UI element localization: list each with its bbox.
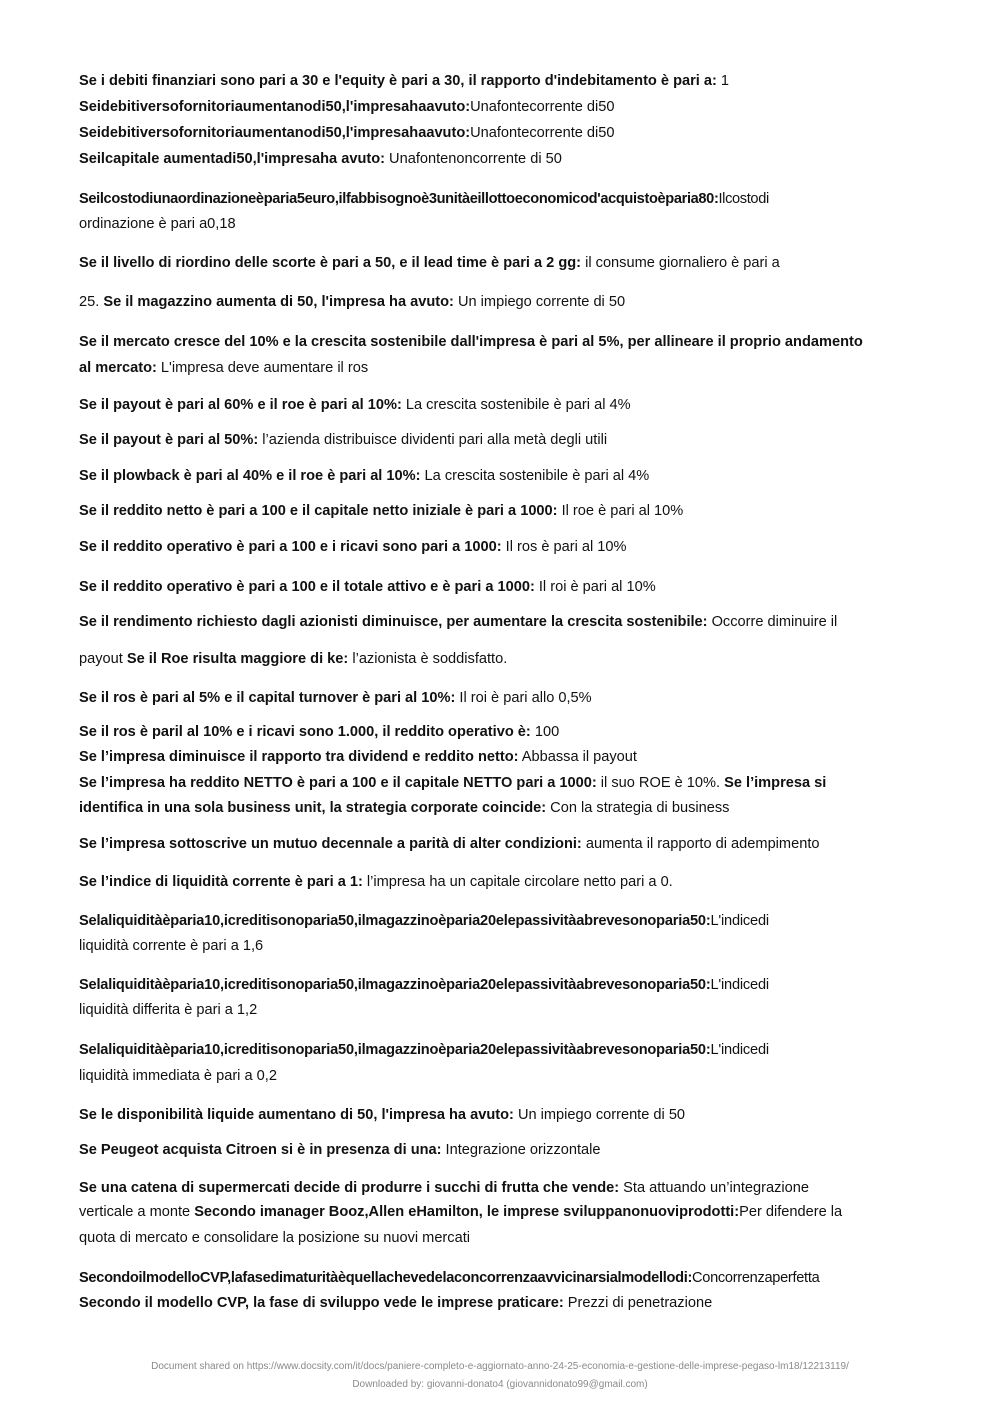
question-text: Se il ros è paril al 10% e i ricavi sono 1.000, il reddito operativo è: (79, 724, 531, 740)
question-text: Se il reddito operativo è pari a 100 e il totale attivo e è pari a 1000: (79, 579, 535, 595)
question-text: Se l’impresa sottoscrive un mutuo decennale a parità di alter condizioni: (79, 836, 582, 852)
question-text: SecondoilmodelloCVP,lafasedimaturitàèquellachevedelaconcorrenzaavvicinarsialmodellodi: (79, 1270, 693, 1286)
question-text: Secondo imanager Booz,Allen eHamilton, le imprese sviluppanonuoviprodotti: (194, 1204, 740, 1220)
question-text: Se il reddito operativo è pari a 100 e i ricavi sono pari a 1000: (79, 539, 502, 555)
answer-text: Concorrenzaperfetta (692, 1270, 820, 1286)
question-text: Seilcapitale aumentadi50,l'impresaha avuto: (79, 151, 385, 167)
answer-text: Occorre diminuire il (707, 614, 838, 630)
qa-line (79, 98, 924, 116)
qa-line (79, 689, 924, 707)
qa-line (79, 774, 924, 792)
question-text: Se il plowback è pari al 40% e il roe è pari al 10%: (79, 468, 421, 484)
qa-line (79, 72, 924, 90)
answer-text: 1 (716, 73, 730, 89)
answer-text: Sta attuando un’integrazione (619, 1180, 809, 1196)
question-text: al mercato: (79, 360, 157, 376)
question-text: Seidebitiversofornitoriaumentanodi50,l'impresahaavuto: (79, 125, 471, 141)
qa-line (79, 835, 924, 853)
answer-text: ordinazione è pari a0,18 (79, 216, 236, 232)
answer-text: 100 (530, 724, 560, 740)
answer-text: Per difendere la (739, 1204, 843, 1220)
qa-line (79, 538, 924, 556)
qa-line (79, 333, 924, 351)
answer-text: Il roi è pari allo 0,5% (455, 690, 592, 706)
qa-line (79, 124, 924, 142)
qa-line (79, 1041, 924, 1059)
question-text: Se il magazzino aumenta di 50, l'impresa ha avuto: (103, 294, 454, 310)
question-text: Seilcostodiunaordinazioneèparia5euro,ilfabbisognoè3unitàeillottoeconomicod'acquistoèparia80: (79, 191, 719, 207)
answer-text: quota di mercato e consolidare la posizione su nuovi mercati (79, 1230, 471, 1246)
line-prefix: 25. (79, 294, 104, 310)
footer-shared-notice: Document shared on https://www.docsity.com/it/docs/paniere-completo-e-aggiornato-anno-24-25-economia-e-gestione-delle-imprese-pegaso-lm18/12213119/ (151, 1361, 849, 1372)
question-text: Selaliquiditàèparia10,icreditisonoparia50,ilmagazzinoèparia20elepassivitàabrevesonoparia50: (79, 913, 711, 929)
question-text: Se il reddito netto è pari a 100 e il capitale netto iniziale è pari a 1000: (79, 503, 558, 519)
qa-line (79, 359, 924, 377)
qa-line (79, 912, 924, 930)
question-text: Se l’impresa ha reddito NETTO è pari a 100 e il capitale NETTO pari a 1000: (79, 775, 597, 791)
question-text: Se l’impresa diminuisce il rapporto tra dividend e reddito netto: (79, 749, 519, 765)
line-prefix: verticale a monte (79, 1204, 195, 1220)
qa-line (79, 1001, 924, 1019)
qa-line (79, 1203, 924, 1221)
question-text: Se l’impresa si (724, 775, 827, 791)
answer-text: Il ros è pari al 10% (501, 539, 627, 555)
qa-line (79, 190, 924, 208)
qa-line (79, 431, 924, 449)
answer-text: La crescita sostenibile è pari al 4% (401, 397, 631, 413)
line-prefix: payout (79, 651, 127, 667)
answer-text: L'impresa deve aumentare il ros (156, 360, 369, 376)
answer-text: Prezzi di penetrazione (563, 1295, 713, 1311)
question-text: Secondo il modello CVP, la fase di sviluppo vede le imprese praticare: (79, 1295, 564, 1311)
qa-line (79, 937, 924, 955)
question-text: Se il payout è pari al 50%: (79, 432, 259, 448)
answer-text: liquidità corrente è pari a 1,6 (79, 938, 264, 954)
answer-text: l’azionista è soddisfatto. (348, 651, 508, 667)
answer-text: Unafontenoncorrente di 50 (385, 151, 562, 167)
question-text: Se una catena di supermercati decide di produrre i succhi di frutta che vende: (79, 1180, 620, 1196)
answer-text: l’azienda distribuisce dividenti pari alla metà degli utili (258, 432, 608, 448)
qa-line (79, 1269, 924, 1287)
qa-line (79, 748, 924, 766)
answer-text: liquidità differita è pari a 1,2 (79, 1002, 258, 1018)
qa-line (79, 254, 924, 272)
qa-line (79, 1141, 924, 1159)
question-text: Selaliquiditàèparia10,icreditisonoparia50,ilmagazzinoèparia20elepassivitàabrevesonoparia50: (79, 1042, 711, 1058)
qa-line (79, 150, 924, 168)
question-text: Se il livello di riordino delle scorte è pari a 50, e il lead time è pari a 2 gg: (79, 255, 582, 271)
qa-line (79, 1294, 924, 1312)
answer-text: Unafontecorrente di50 (470, 125, 615, 141)
answer-text: Con la strategia di business (546, 800, 730, 816)
answer-text: Il roe è pari al 10% (557, 503, 684, 519)
question-text: Se il Roe risulta maggiore di ke: (126, 651, 349, 667)
answer-text: l’impresa ha un capitale circolare netto pari a 0. (362, 874, 673, 890)
answer-text: Un impiego corrente di 50 (513, 1107, 686, 1123)
qa-line (79, 873, 924, 891)
qa-line (79, 396, 924, 414)
qa-line (79, 215, 924, 233)
qa-line (79, 976, 924, 994)
question-text: Se l’indice di liquidità corrente è pari a 1: (79, 874, 363, 890)
question-text: Se il ros è pari al 5% e il capital turnover è pari al 10%: (79, 690, 456, 706)
qa-line (79, 1106, 924, 1124)
qa-line (79, 650, 924, 668)
answer-text: Un impiego corrente di 50 (453, 294, 626, 310)
answer-text: Ilcostodi (718, 191, 769, 207)
qa-line (79, 578, 924, 596)
answer-text: Il roi è pari al 10% (534, 579, 656, 595)
question-text: Se il mercato cresce del 10% e la crescita sostenibile dall'impresa è pari al 5%, per allineare il proprio andamento (79, 334, 863, 350)
qa-line (79, 799, 924, 817)
answer-text: Abbassa il payout (518, 749, 637, 765)
question-text: Selaliquiditàèparia10,icreditisonoparia50,ilmagazzinoèparia20elepassivitàabrevesonoparia50: (79, 977, 711, 993)
answer-text: liquidità immediata è pari a 0,2 (79, 1068, 277, 1084)
answer-text: L'indicedi (710, 1042, 769, 1058)
question-text: Seidebitiversofornitoriaumentanodi50,l'impresahaavuto: (79, 99, 471, 115)
qa-line (79, 613, 924, 631)
qa-line (79, 467, 924, 485)
qa-line (79, 1067, 924, 1085)
question-text: Se il rendimento richiesto dagli azionisti diminuisce, per aumentare la crescita sostenibile: (79, 614, 708, 630)
answer-text: il suo ROE è 10%. (596, 775, 725, 791)
footer-download-notice: Downloaded by: giovanni-donato4 (giovannidonato99@gmail.com) (352, 1379, 648, 1390)
question-text: identifica in una sola business unit, la strategia corporate coincide: (79, 800, 547, 816)
question-text: Se i debiti finanziari sono pari a 30 e l'equity è pari a 30, il rapporto d'indebitamento è pari a: (79, 73, 717, 89)
qa-line (79, 502, 924, 520)
qa-line (79, 1179, 924, 1197)
qa-line (79, 1229, 924, 1247)
answer-text: L'indicedi (710, 913, 769, 929)
answer-text: La crescita sostenibile è pari al 4% (420, 468, 650, 484)
question-text: Se le disponibilità liquide aumentano di 50, l'impresa ha avuto: (79, 1107, 514, 1123)
answer-text: L'indicedi (710, 977, 769, 993)
qa-line (79, 293, 924, 311)
answer-text: il consume giornaliero è pari a (581, 255, 780, 271)
answer-text: Integrazione orizzontale (441, 1142, 601, 1158)
answer-text: aumenta il rapporto di adempimento (581, 836, 820, 852)
question-text: Se il payout è pari al 60% e il roe è pari al 10%: (79, 397, 402, 413)
qa-line (79, 723, 924, 741)
question-text: Se Peugeot acquista Citroen si è in presenza di una: (79, 1142, 442, 1158)
answer-text: Unafontecorrente di50 (470, 99, 615, 115)
